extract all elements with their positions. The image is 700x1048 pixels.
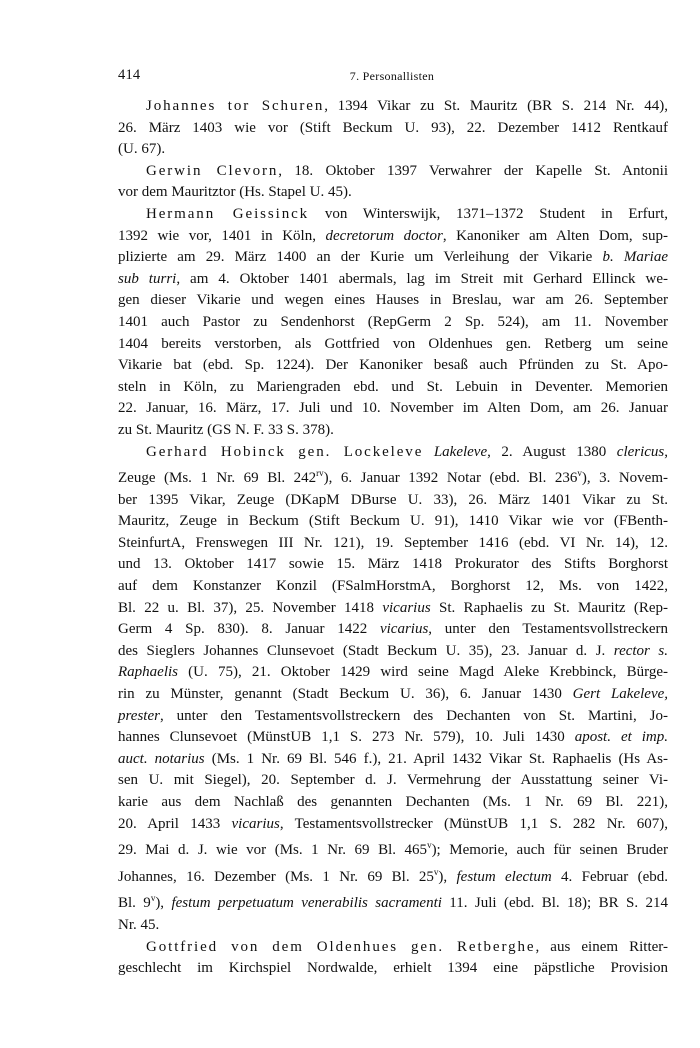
text-line xyxy=(118,641,668,663)
text-segment: Bl. 9 xyxy=(118,895,151,912)
text-line xyxy=(118,247,668,269)
text-line xyxy=(118,118,668,140)
person-name: Gerwin Clevorn xyxy=(146,162,279,179)
italic-term: decretorum doctor xyxy=(325,227,443,244)
italic-term: festum perpetuatum venerabilis sacramenti xyxy=(171,895,442,912)
page-number: 414 xyxy=(118,67,141,83)
text-line xyxy=(118,706,668,728)
text-segment: Johannes, 16. Dezember (Ms. 1 Nr. 69 Bl. 25 xyxy=(118,868,434,885)
folio-superscript: v xyxy=(433,866,439,877)
text-line xyxy=(118,204,668,226)
entry-paragraph xyxy=(118,937,668,980)
text-segment: , unter den Testamentsvollstreckern xyxy=(428,621,668,638)
text-segment: sen U. mit Siegel), 20. September d. J. Vermehrung der Ausstattung seiner Vi- xyxy=(118,772,668,789)
italic-term: rector s. xyxy=(613,642,668,659)
text-segment xyxy=(423,444,434,460)
text-segment: St. Raphaelis zu St. Mauritz (Rep- xyxy=(430,599,668,616)
text-segment: Nr. 45. xyxy=(118,916,160,933)
text-segment: Germ 4 Sp. 830). 8. Januar 1422 xyxy=(118,621,380,638)
text-line xyxy=(118,96,668,118)
text-segment: 26. März 1403 wie vor (Stift Beckum U. 93), 22. Dezember 1412 Rentkauf xyxy=(118,119,668,136)
text-line xyxy=(118,576,668,598)
italic-term: b. Mariae xyxy=(602,249,668,266)
text-segment: zu St. Mauritz (GS N. F. 33 S. 378). xyxy=(118,421,334,438)
text-segment: 4. Februar (ebd. xyxy=(551,868,668,885)
running-head: 7. Personallisten xyxy=(349,69,435,83)
text-segment: (U. 75), 21. Oktober 1429 wird seine Magd Aleke Krebbinck, Bürge- xyxy=(178,664,668,681)
italic-term: vicarius xyxy=(382,599,431,616)
text-segment: , unter den Testamentsvollstreckern des Dechanten von St. Martini, Jo- xyxy=(159,707,668,724)
folio-superscript: rv xyxy=(316,468,324,479)
text-segment: , 18. Oktober 1397 Verwahrer der Kapelle St. Antonii xyxy=(278,162,668,179)
entry-paragraph xyxy=(118,442,668,937)
italic-term: clericus xyxy=(616,443,665,460)
text-line xyxy=(118,377,668,399)
text-line xyxy=(118,420,668,442)
text-line xyxy=(118,662,668,684)
text-segment: , Testamentsvollstrecker (MünstUB 1,1 S. 282 Nr. 607), xyxy=(279,815,668,832)
text-segment: plizierte am 29. März 1400 an der Kurie um Verleihung der Vikarie xyxy=(118,249,603,266)
text-line xyxy=(118,770,668,792)
body-text xyxy=(118,96,668,980)
text-line xyxy=(118,792,668,814)
text-line xyxy=(118,463,668,490)
text-line xyxy=(118,554,668,576)
text-line xyxy=(118,139,668,161)
text-segment: Mauritz, Zeuge in Beckum (Stift Beckum U. 91), 1410 Vikar wie vor (FBenth- xyxy=(118,513,668,530)
text-line xyxy=(118,226,668,248)
text-line xyxy=(118,490,668,512)
text-segment: , Kanoniker am Alten Dom, sup- xyxy=(442,227,668,244)
text-line xyxy=(118,161,668,183)
folio-superscript: v xyxy=(577,468,582,479)
text-segment: 11. Juli (ebd. Bl. 18); BR S. 214 xyxy=(441,895,668,912)
text-line xyxy=(118,355,668,377)
italic-term: vicarius xyxy=(379,621,429,638)
person-name: Gerhard Hobinck gen. Lockeleve xyxy=(146,443,424,460)
text-line xyxy=(118,862,668,889)
text-line xyxy=(118,442,668,464)
text-line xyxy=(118,727,668,749)
text-line xyxy=(118,312,668,334)
text-segment: und 13. Oktober 1417 sowie 15. März 1418 Prokurator des Stifts Borghorst xyxy=(118,556,668,573)
text-line xyxy=(118,937,668,959)
text-segment: von Winterswijk, 1371–1372 Student in Erfurt, xyxy=(309,205,668,222)
entry-paragraph xyxy=(118,204,668,442)
text-segment: , aus einem Ritter- xyxy=(535,938,668,955)
text-segment: hannes Clunsevoet (MünstUB 1,1 S. 273 Nr. 579), 10. Juli 1430 xyxy=(118,729,575,746)
text-line xyxy=(118,269,668,291)
text-segment: SteinfurtA, Frenswegen III Nr. 121), 19. September 1416 (ebd. VI Nr. 14), 12. xyxy=(118,534,668,551)
text-segment: steln in Köln, zu Mariengraden ebd. und St. Lebuin in Deventer. Memorien xyxy=(118,378,668,395)
text-line xyxy=(118,749,668,771)
entry-paragraph xyxy=(118,96,668,161)
person-name: Johannes tor Schuren xyxy=(146,98,325,114)
text-line xyxy=(118,814,668,836)
text-line xyxy=(118,915,668,937)
text-segment: auf dem Konstanzer Konzil (FSalmHorstmA, Borghorst 12, Ms. von 1422, xyxy=(118,578,668,595)
text-segment: vor dem Mauritztor (Hs. Stapel U. 45). xyxy=(118,184,352,201)
text-line xyxy=(118,533,668,555)
text-line xyxy=(118,182,668,204)
italic-term: vicarius xyxy=(231,815,280,832)
text-line xyxy=(118,619,668,641)
text-segment: ), 3. Novem- xyxy=(581,470,668,487)
text-segment: , 1394 Vikar zu St. Mauritz (BR S. 214 Nr. 44), xyxy=(324,98,668,114)
text-line xyxy=(118,334,668,356)
italic-term: auct. notarius xyxy=(118,750,205,767)
text-segment: Zeuge (Ms. 1 Nr. 69 Bl. 242 xyxy=(118,470,317,487)
text-segment: ); Memorie, auch für seinen Bruder xyxy=(431,842,668,859)
italic-term: Raphaelis xyxy=(118,664,178,681)
text-segment: (Ms. 1 Nr. 69 Bl. 546 f.), 21. April 1432 Vikar St. Raphaelis (Hs As- xyxy=(204,750,668,767)
text-segment: , 2. August 1380 xyxy=(487,443,617,460)
text-line xyxy=(118,511,668,533)
text-segment: ), xyxy=(155,895,172,912)
italic-term: Gert Lakeleve, xyxy=(572,686,669,703)
person-name: Hermann Geissinck xyxy=(146,205,310,222)
text-segment: 1404 bereits verstorben, als Gottfried von Oldenhues gen. Retberg um seine xyxy=(118,335,668,352)
text-segment: ber 1395 Vikar, Zeuge (DKapM DBurse U. 33), 26. März 1401 Vikar zu St. xyxy=(118,491,668,508)
text-segment: 1401 auch Pastor zu Sendenhorst (RepGerm 2 Sp. 524), am 11. November xyxy=(118,313,668,330)
text-segment: Vikarie bat (ebd. Sp. 1224). Der Kanoniker besaß auch Pfründen zu St. Apo- xyxy=(118,357,668,374)
text-line xyxy=(118,684,668,706)
italic-term: sub turri xyxy=(118,270,177,287)
text-line xyxy=(118,598,668,620)
text-segment: 22. Januar, 16. März, 17. Juli und 10. November im Alten Dom, am 26. Januar xyxy=(118,400,668,417)
text-line xyxy=(118,888,668,915)
text-segment: (U. 67). xyxy=(118,141,166,158)
person-name: Gottfried von dem Oldenhues gen. Retberghe xyxy=(146,938,536,955)
text-segment: 29. Mai d. J. wie vor (Ms. 1 Nr. 69 Bl. 465 xyxy=(118,842,428,859)
folio-superscript: v xyxy=(150,893,156,904)
text-segment: gen dieser Vikarie und wegen eines Hauses in Breslau, war am 26. September xyxy=(118,292,668,309)
text-segment: , am 4. Oktober 1401 abermals, lag im Streit mit Gerhard Ellinck we- xyxy=(176,270,668,287)
text-segment: ), 6. Januar 1392 Notar (ebd. Bl. 236 xyxy=(323,470,578,487)
text-line xyxy=(118,835,668,862)
text-segment: 20. April 1433 xyxy=(118,815,232,832)
entry-paragraph xyxy=(118,161,668,204)
text-segment: geschlecht im Kirchspiel Nordwalde, erhielt 1394 eine päpstliche Provision xyxy=(118,960,668,977)
italic-term: apost. et imp. xyxy=(574,729,668,746)
text-segment: 1392 wie vor, 1401 in Köln, xyxy=(118,227,326,244)
italic-term: prester xyxy=(118,707,160,724)
folio-superscript: v xyxy=(427,840,432,851)
text-segment: Bl. 22 u. Bl. 37), 25. November 1418 xyxy=(118,599,383,616)
text-segment: des Sieglers Johannes Clunsevoet (Stadt Beckum U. 35), 23. Januar d. J. xyxy=(118,642,614,659)
text-line xyxy=(118,290,668,312)
italic-term: festum electum xyxy=(456,868,552,885)
text-segment: rin zu Münster, genannt (Stadt Beckum U. 36), 6. Januar 1430 xyxy=(118,686,573,703)
text-line xyxy=(118,398,668,420)
text-segment: , xyxy=(664,443,669,460)
italic-term: Lakeleve xyxy=(433,443,488,460)
text-segment: ), xyxy=(438,868,457,885)
text-segment: karie aus dem Nachlaß des genannten Dechanten (Ms. 1 Nr. 69 Bl. 221), xyxy=(118,794,668,810)
text-line xyxy=(118,958,668,980)
